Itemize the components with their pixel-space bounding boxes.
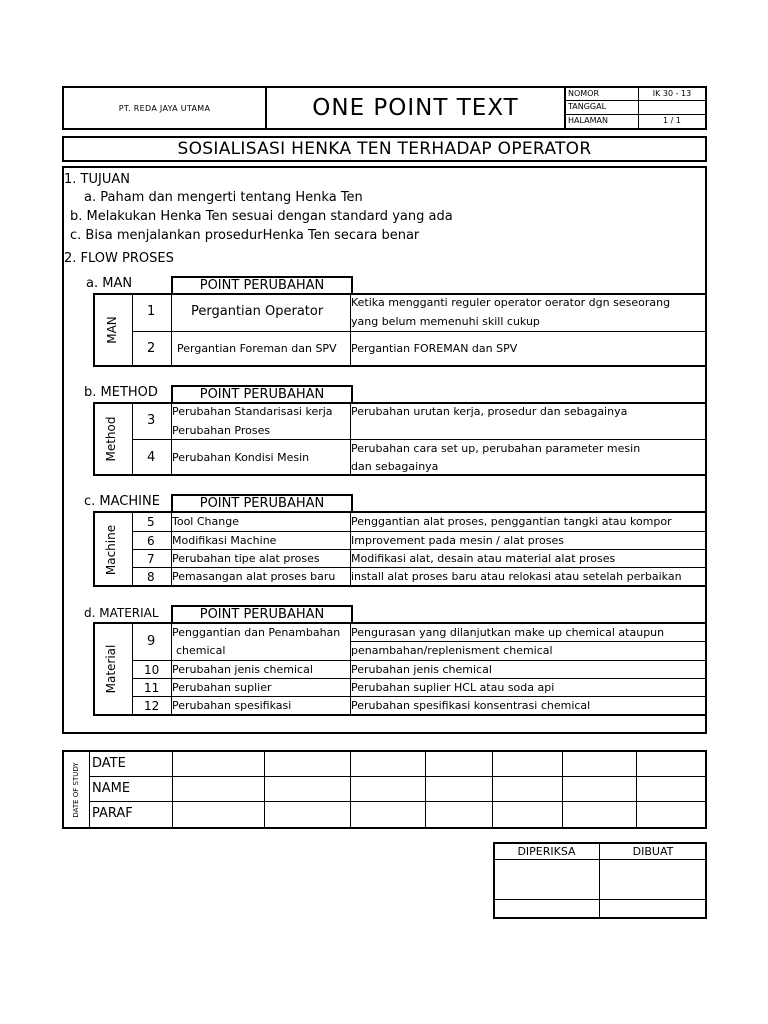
divider (132, 531, 706, 532)
row-no: 9 (147, 634, 156, 649)
point-header-man: POINT PERUBAHAN (171, 276, 353, 294)
row-change: Pergantian Foreman dan SPV (177, 342, 337, 355)
divider (636, 751, 637, 828)
divider (350, 641, 706, 642)
study-row-label: NAME (92, 781, 131, 796)
row-desc: penambahan/replenisment chemical (351, 644, 553, 657)
divider (562, 751, 563, 828)
side-label-method: Method (104, 416, 118, 462)
meta-row-halaman (566, 115, 705, 128)
row-desc: Modifikasi alat, desain atau material alat proses (351, 552, 616, 565)
document-meta-table (565, 86, 707, 130)
divider (132, 623, 133, 715)
row-desc: yang belum memenuhi skill cukup (351, 315, 540, 328)
row-change: Modifikasi Machine (172, 534, 277, 547)
divider (132, 439, 706, 440)
row-desc: Perubahan spesifikasi konsentrasi chemical (351, 699, 591, 712)
meta-value (639, 101, 705, 113)
row-desc: Ketika mengganti reguler operator oerator dgn seseorang (351, 296, 671, 309)
study-row-label: DATE (92, 756, 126, 771)
side-label-man: MAN (105, 316, 119, 344)
row-change: Pemasangan alat proses baru (172, 570, 336, 583)
divider (89, 776, 706, 777)
divider (89, 801, 706, 802)
row-desc: Improvement pada mesin / alat proses (351, 534, 564, 547)
row-change: Perubahan tipe alat proses (172, 552, 320, 565)
section-label-machine: c. MACHINE (84, 494, 160, 509)
row-change: Perubahan Proses (172, 424, 271, 437)
row-desc: Perubahan urutan kerja, prosedur dan sebagainya (351, 405, 628, 418)
signature-made-label: DIBUAT (632, 845, 674, 858)
row-no: 12 (144, 699, 160, 713)
meta-label: HALAMAN (566, 115, 639, 128)
signature-checked-label: DIPERIKSA (517, 845, 576, 858)
row-change: Pergantian Operator (191, 304, 324, 319)
row-change: Perubahan jenis chemical (172, 663, 313, 676)
row-no: 8 (147, 570, 155, 584)
divider (132, 567, 706, 568)
divider (132, 549, 706, 550)
section-label-method: b. METHOD (84, 385, 158, 400)
divider (494, 899, 706, 900)
row-desc: Penggantian alat proses, penggantian tangki atau kompor (351, 515, 672, 528)
meta-value: IK 30 - 13 (652, 89, 692, 98)
study-side-label: DATE OF STUDY (72, 762, 80, 818)
document-subtitle: SOSIALISASI HENKA TEN TERHADAP OPERATOR (62, 136, 707, 162)
row-change: Perubahan suplier (172, 681, 272, 694)
row-change: Tool Change (172, 515, 239, 528)
row-desc: Perubahan jenis chemical (351, 663, 492, 676)
company-name: PT. REDA JAYA UTAMA (62, 86, 266, 130)
point-header-material: POINT PERUBAHAN (171, 605, 353, 623)
divider (172, 751, 173, 828)
row-no: 6 (147, 534, 155, 548)
divider (492, 751, 493, 828)
row-change: Perubahan spesifikasi (172, 699, 292, 712)
divider (132, 696, 706, 697)
row-change: Perubahan Standarisasi kerja (172, 405, 333, 418)
row-change: chemical (176, 644, 226, 657)
row-desc: Pengurasan yang dilanjutkan make up chemical ataupun (351, 626, 665, 639)
row-no: 3 (147, 413, 156, 428)
meta-label: TANGGAL (566, 101, 639, 113)
row-no: 4 (147, 450, 156, 465)
meta-row-tanggal (566, 101, 705, 114)
side-label-machine: Machine (104, 524, 118, 576)
row-no: 2 (147, 341, 156, 356)
divider (425, 751, 426, 828)
meta-label: NOMOR (566, 88, 639, 100)
tujuan-heading: 1. TUJUAN (64, 172, 130, 187)
row-desc: Perubahan cara set up, perubahan parameter mesin (351, 442, 641, 455)
tujuan-item: b. Melakukan Henka Ten sesuai dengan standard yang ada (70, 209, 453, 224)
point-header-method: POINT PERUBAHAN (171, 385, 353, 403)
divider (132, 331, 706, 332)
row-no: 1 (147, 304, 156, 319)
point-header-machine: POINT PERUBAHAN (171, 494, 353, 512)
divider (494, 859, 706, 860)
section-label-material: d. MATERIAL (84, 606, 159, 620)
row-no: 10 (144, 663, 160, 677)
divider (132, 678, 706, 679)
row-desc: install alat proses baru atau relokasi atau setelah perbaikan (351, 570, 682, 583)
row-no: 11 (144, 681, 160, 695)
tujuan-item: a. Paham dan mengerti tentang Henka Ten (84, 190, 363, 205)
row-change: Penggantian dan Penambahan (172, 626, 341, 639)
date-of-study-table (62, 750, 707, 829)
divider (132, 294, 133, 366)
row-desc: dan sebagainya (351, 460, 439, 473)
study-row-label: PARAF (92, 806, 133, 821)
tujuan-item: c. Bisa menjalankan prosedurHenka Ten secara benar (70, 228, 420, 243)
divider (264, 751, 265, 828)
divider (89, 751, 90, 828)
row-desc: Pergantian FOREMAN dan SPV (351, 342, 518, 355)
meta-row-nomor (566, 88, 705, 101)
row-no: 5 (147, 515, 155, 529)
flow-heading: 2. FLOW PROSES (64, 251, 174, 266)
divider (171, 294, 172, 366)
side-label-material: Material (104, 644, 118, 694)
meta-value: 1 / 1 (663, 115, 681, 125)
row-desc: Perubahan suplier HCL atau soda api (351, 681, 555, 694)
section-label-man: a. MAN (86, 276, 133, 291)
row-change: Perubahan Kondisi Mesin (172, 451, 310, 464)
document-title: ONE POINT TEXT (266, 86, 565, 130)
divider (132, 660, 706, 661)
row-no: 7 (147, 552, 155, 566)
divider (350, 751, 351, 828)
